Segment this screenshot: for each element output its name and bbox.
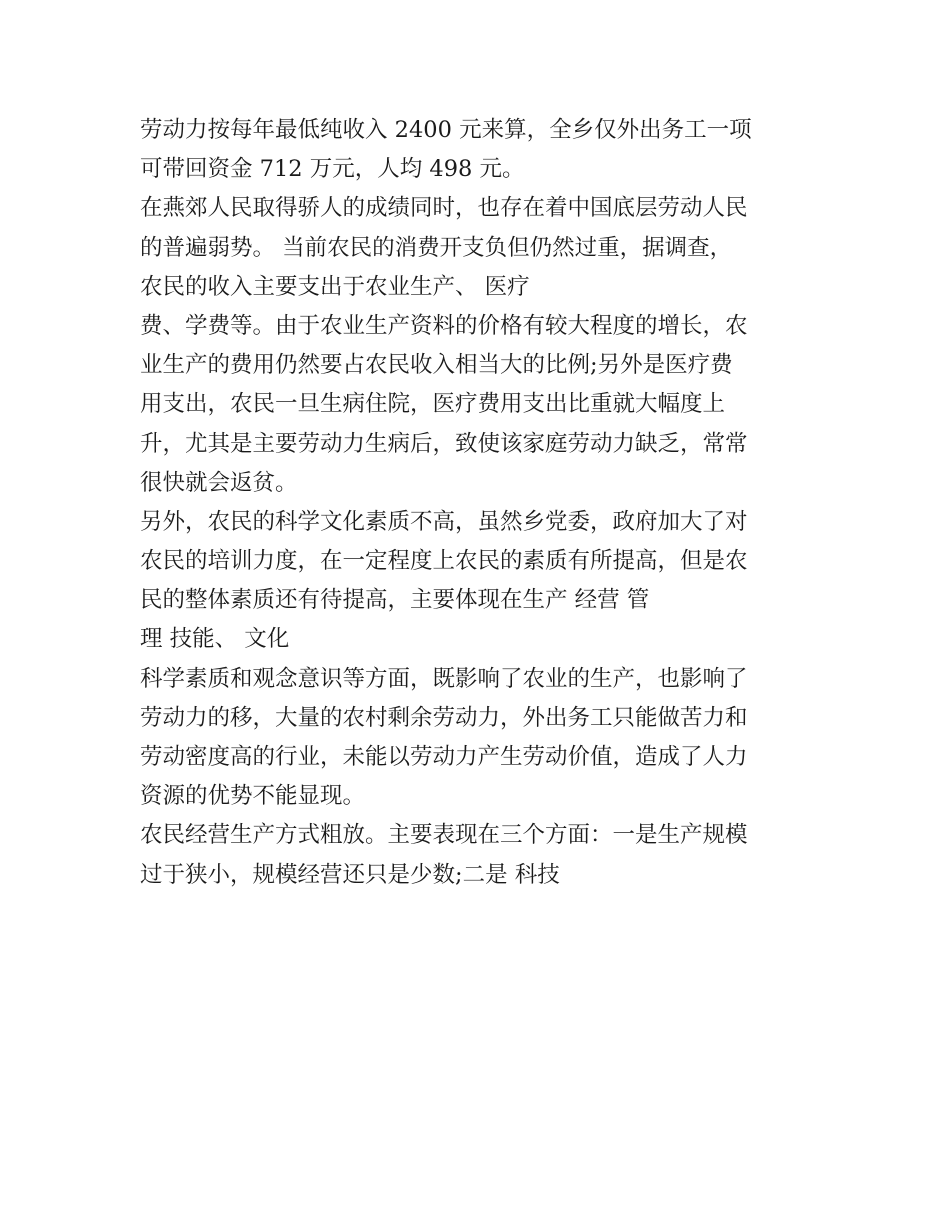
text-line: 升，尤其是主要劳动力生病后，致使该家庭劳动力缺乏，常常 xyxy=(140,430,748,457)
text-line: 过于狭小，规模经营还只是少数;二是 科技 xyxy=(140,861,560,888)
text-line: 理 技能、 文化 xyxy=(140,626,290,653)
text-line: 另外，农民的科学文化素质不高，虽然乡党委，政府加大了对 xyxy=(140,508,748,535)
text-line: 农民的收入主要支出于农业生产、 医疗 xyxy=(140,273,530,300)
text-line: 用支出，农民一旦生病住院，医疗费用支出比重就大幅度上 xyxy=(140,391,726,418)
text-line: 科学素质和观念意识等方面，既影响了农业的生产，也影响了 xyxy=(140,665,748,692)
text-line: 业生产的费用仍然要占农民收入相当大的比例;另外是医疗费 xyxy=(140,352,733,379)
text-line: 在燕郊人民取得骄人的成绩同时，也存在着中国底层劳动人民 xyxy=(140,195,748,222)
text-line: 农民经营生产方式粗放。主要表现在三个方面：一是生产规模 xyxy=(140,822,748,849)
text-line: 劳动密度高的行业，未能以劳动力产生劳动价值，造成了人力 xyxy=(140,744,748,770)
text-line: 可带回资金 712 万元，人均 498 元。 xyxy=(140,156,525,183)
text-line: 的普遍弱势。 当前农民的消费开支负但仍然过重，据调查， xyxy=(140,234,733,261)
text-line: 很快就会返贫。 xyxy=(140,469,298,496)
text-line: 民的整体素质还有待提高，主要体现在生产 经营 管 xyxy=(140,587,650,614)
text-line: 劳动力的移，大量的农村剩余劳动力，外出务工只能做苦力和 xyxy=(140,704,748,731)
body-text xyxy=(140,111,840,895)
text-line: 资源的优势不能显现。 xyxy=(140,783,366,810)
text-line: 农民的培训力度，在一定程度上农民的素质有所提高，但是农 xyxy=(140,548,748,575)
text-line: 费、学费等。由于农业生产资料的价格有较大程度的增长，农 xyxy=(140,312,748,339)
text-line: 劳动力按每年最低纯收入 2400 元来算，全乡仅外出务工一项 xyxy=(140,117,752,143)
